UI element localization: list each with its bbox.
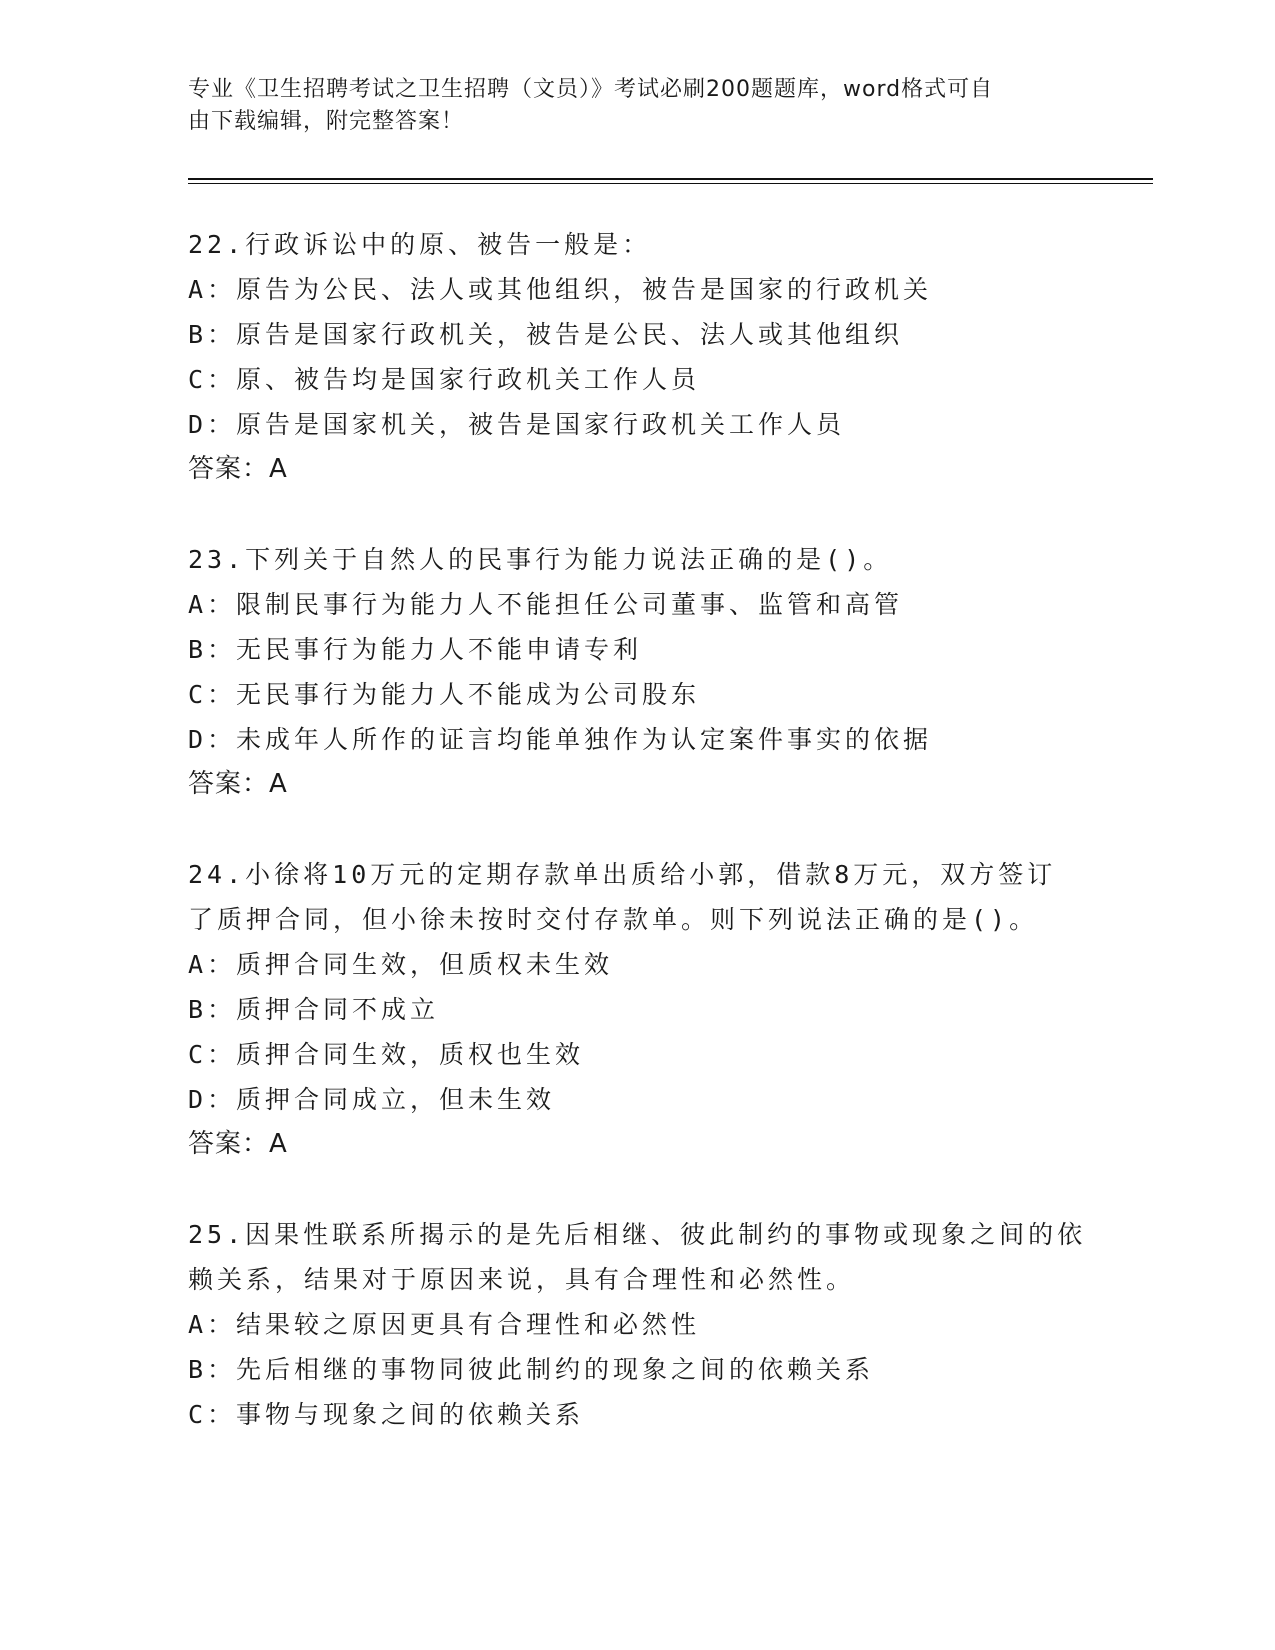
option-c: C：质押合同生效，质权也生效 <box>188 1040 585 1069</box>
option-b: B：原告是国家行政机关，被告是公民、法人或其他组织 <box>188 320 904 349</box>
header-line-1: 专业《卫生招聘考试之卫生招聘（文员）》考试必刷200题题库，word格式可自 <box>188 77 994 102</box>
header-divider-thin <box>188 183 1153 184</box>
option-b: B：无民事行为能力人不能申请专利 <box>188 635 643 664</box>
question-stem-line-2: 赖关系，结果对于原因来说，具有合理性和必然性。 <box>188 1265 856 1294</box>
question-22 <box>188 222 1078 492</box>
answer-line: 答案：A <box>188 1129 288 1159</box>
option-d: D：未成年人所作的证言均能单独作为认定案件事实的依据 <box>188 725 933 754</box>
option-a: A：原告为公民、法人或其他组织，被告是国家的行政机关 <box>188 275 933 304</box>
option-a: A：结果较之原因更具有合理性和必然性 <box>188 1310 701 1339</box>
question-stem-line-1: 25.因果性联系所揭示的是先后相继、彼此制约的事物或现象之间的依 <box>188 1220 1087 1249</box>
question-stem: 22.行政诉讼中的原、被告一般是： <box>188 230 652 259</box>
option-b: B：质押合同不成立 <box>188 995 440 1024</box>
question-24 <box>188 852 1078 1167</box>
option-a: A：质押合同生效，但质权未生效 <box>188 950 614 979</box>
question-stem-line-1: 24.小徐将10万元的定期存款单出质给小郭，借款8万元，双方签订 <box>188 860 1057 889</box>
answer-line: 答案：A <box>188 769 288 799</box>
question-23 <box>188 537 1078 807</box>
option-b: B：先后相继的事物同彼此制约的现象之间的依赖关系 <box>188 1355 875 1384</box>
answer-line: 答案：A <box>188 454 288 484</box>
header-line-2: 由下载编辑，附完整答案！ <box>188 109 465 134</box>
option-d: D：原告是国家机关，被告是国家行政机关工作人员 <box>188 410 846 439</box>
option-c: C：原、被告均是国家行政机关工作人员 <box>188 365 701 394</box>
option-a: A：限制民事行为能力人不能担任公司董事、监管和高管 <box>188 590 904 619</box>
header-divider <box>188 178 1153 180</box>
question-stem: 23.下列关于自然人的民事行为能力说法正确的是()。 <box>188 545 893 574</box>
question-25 <box>188 1212 1087 1437</box>
option-c: C：无民事行为能力人不能成为公司股东 <box>188 680 701 709</box>
document-header <box>188 74 1088 138</box>
question-stem-line-2: 了质押合同，但小徐未按时交付存款单。则下列说法正确的是()。 <box>188 905 1039 934</box>
option-c: C：事物与现象之间的依赖关系 <box>188 1400 585 1429</box>
option-d: D：质押合同成立，但未生效 <box>188 1085 556 1114</box>
